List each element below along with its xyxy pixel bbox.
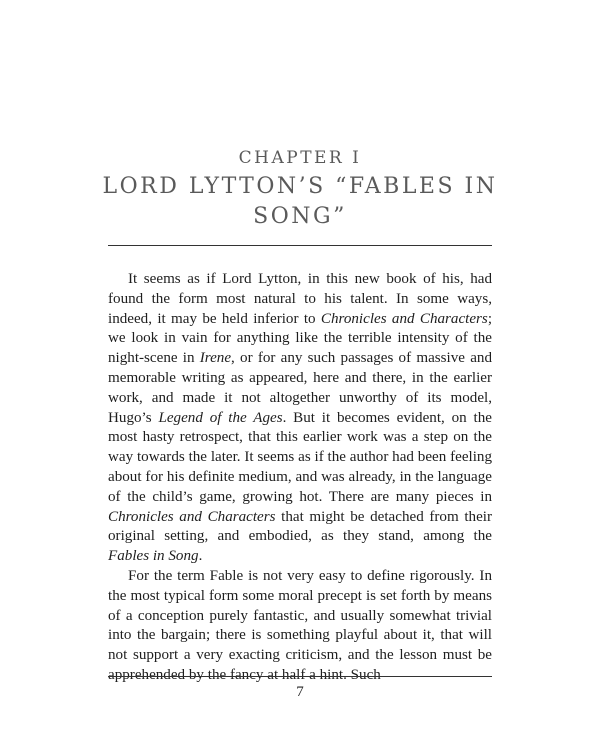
italic-title: Legend of the Ages (158, 409, 283, 426)
top-divider (108, 245, 492, 246)
italic-title: Chronicles and Characters (320, 310, 488, 327)
italic-title: Chronicles and Characters (108, 508, 276, 525)
text-run: , or for any such passages of massive and memorable writing as appeared, here and there, in the earlier work, and made it not altogether unworthy of its model, Hugo’s (108, 350, 492, 426)
italic-title: Irene (199, 350, 232, 367)
page-number: 7 (296, 684, 304, 700)
chapter-label: CHAPTER I (238, 148, 362, 168)
italic-title: Fables in Song (108, 548, 199, 565)
body-text (108, 270, 492, 686)
paragraph (108, 567, 492, 686)
text-run: ; we look in vain for anything like the terrible intensity of the night-scene in (108, 310, 493, 367)
chapter-title: LORD LYTTON’S “FABLES IN SONG” (102, 174, 498, 229)
text-run: It seems as if Lord Lytton, in this new book of his, had found the form most natural to his talent. In some ways, indeed, it may be held inferior to (108, 271, 492, 327)
text-run: For the term Fable is not very easy to define rigorously. In the most typical form some moral precept is set forth by means of a conception purely fantastic, and usually somewhat trivial into the bargain; there is something playful about it, that will not support a very exacting criticism, and the lesson must be apprehended by the fancy at half a hint. Such (108, 567, 492, 683)
text-run: . (198, 548, 203, 565)
bottom-divider (108, 676, 492, 677)
paragraph (108, 270, 492, 567)
text-run: . But it becomes evident, on the most hasty retrospect, that this earlier work was a step on the way towards the later. It seems as if the author had been feeling about for his definite medium, and was already, in the language of the child’s game, growing hot. There are many pieces in (108, 409, 492, 505)
text-run: that might be detached from their original setting, and embodied, as they stand, among the (108, 508, 492, 545)
